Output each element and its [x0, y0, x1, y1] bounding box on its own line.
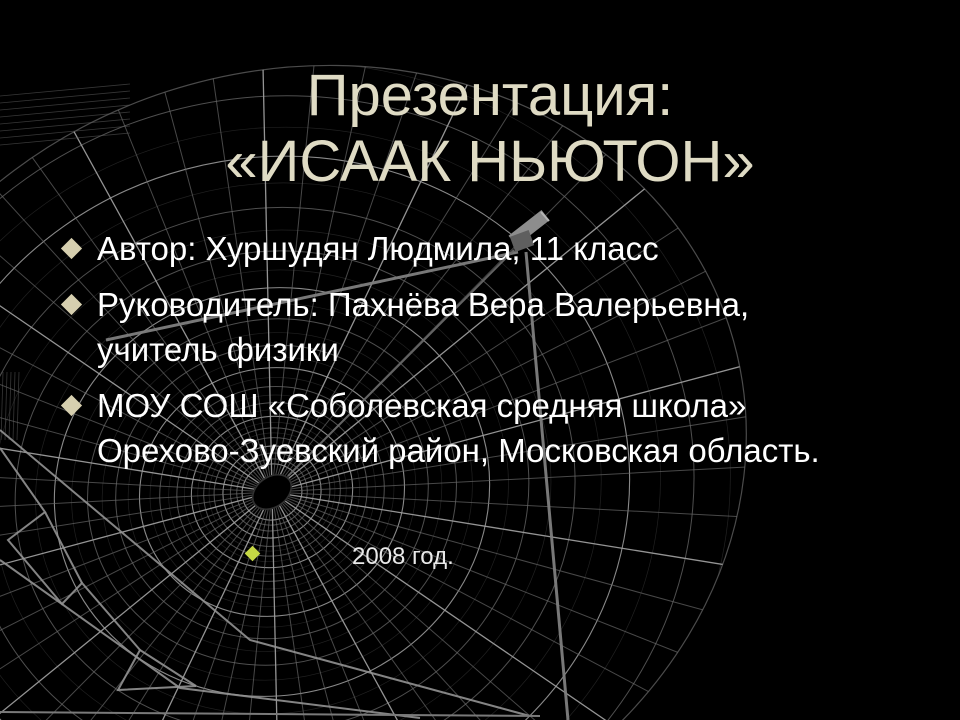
- bullet-list: [62, 226, 922, 484]
- bullet-item: [62, 282, 922, 372]
- edge-tick-line: [17, 372, 19, 440]
- bullet-line: Руководитель: Пахнёва Вера Валерьевна,: [97, 286, 750, 323]
- edge-tick-line: [5, 372, 7, 440]
- dish-bottom-edge: [0, 712, 540, 716]
- diamond-bullet-icon: [61, 238, 82, 259]
- title-line-2: «ИСААК НЬЮТОН»: [225, 129, 755, 194]
- year-text: 2008 год.: [352, 543, 454, 570]
- dish-mesh-radial: [272, 444, 578, 720]
- bullet-text: [97, 383, 820, 473]
- edge-tick-line: [9, 372, 11, 440]
- edge-tick-line: [13, 372, 15, 440]
- bullet-line: Автор: Хуршудян Людмила, 11 класс: [97, 230, 659, 267]
- bullet-line: учитель физики: [97, 331, 339, 368]
- page-title: [100, 63, 880, 195]
- title-line-1: Презентация:: [306, 63, 674, 128]
- bullet-text: [97, 282, 749, 372]
- bullet-line: МОУ СОШ «Соболевская средняя школа»: [97, 387, 747, 424]
- bullet-item: [62, 383, 922, 473]
- bullet-item: [62, 226, 922, 271]
- bullet-line: Орехово-Зуевский район, Московская область.: [97, 432, 820, 469]
- bullet-text: [97, 226, 659, 271]
- diamond-bullet-icon: [61, 395, 82, 416]
- diamond-bullet-icon: [61, 294, 82, 315]
